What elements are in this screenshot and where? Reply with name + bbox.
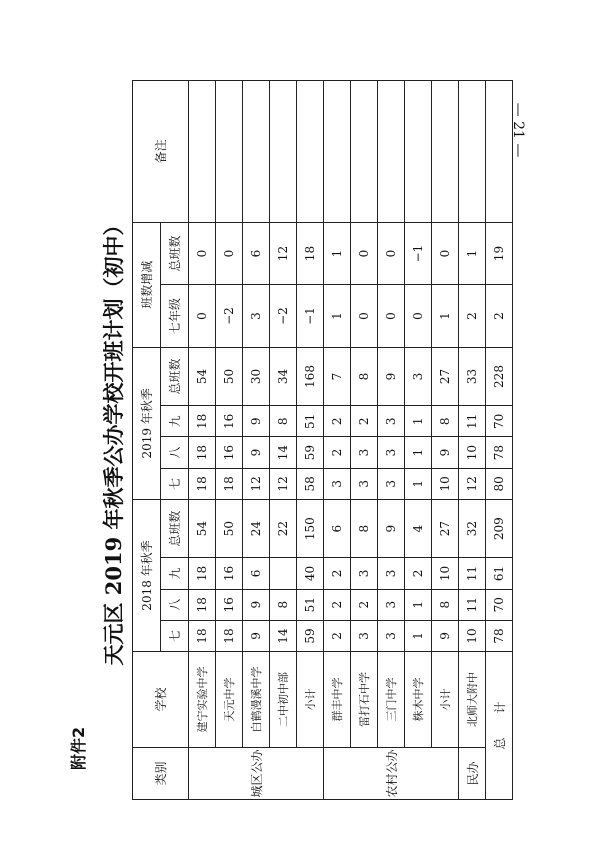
remark-cell — [189, 81, 216, 223]
table-row — [216, 81, 243, 800]
cell: 30 — [243, 347, 270, 405]
cell — [270, 558, 297, 589]
table-row — [459, 81, 486, 800]
cell: 1 — [405, 589, 432, 620]
cell: −2 — [270, 285, 297, 348]
cell: 3 — [378, 589, 405, 620]
cell: 3 — [378, 558, 405, 589]
cell: 59 — [297, 437, 324, 468]
cell: 18 — [189, 437, 216, 468]
cell: 8 — [432, 406, 459, 437]
page-title: 天元区 2019 年秋季公办学校开班计划（初中） — [101, 214, 126, 666]
header-2018-g8: 八 — [161, 589, 189, 620]
remark-cell — [459, 81, 486, 223]
cell: 10 — [459, 437, 486, 468]
cell: 9 — [378, 499, 405, 557]
cell: 2 — [324, 620, 351, 651]
cell: 18 — [216, 468, 243, 499]
table-row-grand-total — [486, 81, 513, 800]
remark-cell — [270, 81, 297, 223]
cell: 1 — [405, 620, 432, 651]
cell: 12 — [270, 222, 297, 285]
remark-cell — [243, 81, 270, 223]
cell: 14 — [270, 620, 297, 651]
cell: 14 — [270, 437, 297, 468]
cell: 50 — [216, 347, 243, 405]
cell: 12 — [459, 468, 486, 499]
header-2019-g9: 九 — [161, 406, 189, 437]
school-cell: 北师大附中 — [459, 652, 486, 748]
cell: 0 — [216, 222, 243, 285]
cell: 3 — [378, 620, 405, 651]
cell: 3 — [351, 437, 378, 468]
header-remark: 备注 — [133, 81, 189, 223]
school-cell: 二中初中部 — [270, 652, 297, 748]
cell: 1 — [405, 406, 432, 437]
remark-cell — [432, 81, 459, 223]
cell: 27 — [432, 347, 459, 405]
cell: 3 — [378, 406, 405, 437]
header-2019-autumn: 2019 年秋季 — [133, 347, 161, 499]
cell: 228 — [486, 347, 513, 405]
attachment-label: 附件2 — [69, 726, 88, 770]
remark-cell — [216, 81, 243, 223]
cell: 34 — [270, 347, 297, 405]
cell: 1 — [459, 222, 486, 285]
cell: 10 — [432, 558, 459, 589]
cell: 33 — [459, 347, 486, 405]
cell: 2 — [486, 285, 513, 348]
cell: 18 — [216, 620, 243, 651]
category-rural: 农村公办 — [324, 747, 459, 799]
cell: 1 — [405, 468, 432, 499]
cell: 40 — [297, 558, 324, 589]
cell: 0 — [351, 285, 378, 348]
cell: 3 — [324, 468, 351, 499]
header-2019-g8: 八 — [161, 437, 189, 468]
cell: 3 — [378, 437, 405, 468]
school-cell: 小计 — [432, 652, 459, 748]
cell: 8 — [351, 499, 378, 557]
header-change-grade7: 七年级 — [161, 285, 189, 348]
remark-cell — [405, 81, 432, 223]
header-category: 类别 — [133, 747, 189, 799]
header-2018-autumn: 2018 年秋季 — [133, 499, 161, 651]
cell: 209 — [486, 499, 513, 557]
cell: 0 — [432, 222, 459, 285]
header-2018-total: 总班数 — [161, 499, 189, 557]
table-row — [378, 81, 405, 800]
cell: 24 — [243, 499, 270, 557]
cell: 3 — [243, 285, 270, 348]
cell: 1 — [432, 285, 459, 348]
cell: 70 — [486, 589, 513, 620]
cell: 58 — [297, 468, 324, 499]
cell: 9 — [243, 589, 270, 620]
remark-cell — [486, 81, 513, 223]
cell: 9 — [378, 347, 405, 405]
cell: 1 — [405, 437, 432, 468]
school-cell: 三门中学 — [378, 652, 405, 748]
header-class-change: 班数增减 — [133, 222, 161, 347]
school-cell: 株木中学 — [405, 652, 432, 748]
cell: 18 — [297, 222, 324, 285]
cell: 2 — [459, 285, 486, 348]
school-cell: 白鹤漫溪中学 — [243, 652, 270, 748]
cell: 0 — [405, 285, 432, 348]
cell: 10 — [459, 620, 486, 651]
table-row-subtotal — [297, 81, 324, 800]
cell: 3 — [378, 468, 405, 499]
remark-cell — [351, 81, 378, 223]
cell: 18 — [189, 406, 216, 437]
cell: 2 — [324, 406, 351, 437]
cell: 6 — [243, 222, 270, 285]
cell: −1 — [297, 285, 324, 348]
cell: 78 — [486, 437, 513, 468]
cell: 1 — [324, 222, 351, 285]
table-row — [243, 81, 270, 800]
table-row — [270, 81, 297, 800]
header-2018-g9: 九 — [161, 558, 189, 589]
cell: 2 — [324, 437, 351, 468]
cell: 150 — [297, 499, 324, 557]
header-change-total: 总班数 — [161, 222, 189, 285]
school-cell: 建宁实验中学 — [189, 652, 216, 748]
cell: 54 — [189, 499, 216, 557]
cell: 10 — [432, 468, 459, 499]
school-cell: 小计 — [297, 652, 324, 748]
cell: 0 — [351, 222, 378, 285]
cell: 11 — [459, 406, 486, 437]
cell: 12 — [270, 468, 297, 499]
category-urban: 城区公办 — [189, 747, 324, 799]
cell: −1 — [405, 222, 432, 285]
cell: 4 — [405, 499, 432, 557]
category-private: 民办 — [459, 747, 486, 799]
cell: 16 — [216, 437, 243, 468]
cell: 9 — [243, 437, 270, 468]
table-row — [324, 81, 351, 800]
cell: 51 — [297, 589, 324, 620]
cell: 8 — [270, 406, 297, 437]
grand-total-label: 总 计 — [486, 652, 513, 800]
cell: 3 — [351, 468, 378, 499]
cell: 59 — [297, 620, 324, 651]
cell: 2 — [351, 406, 378, 437]
cell: 18 — [189, 620, 216, 651]
cell: 2 — [324, 589, 351, 620]
cell: 22 — [270, 499, 297, 557]
cell: 16 — [216, 558, 243, 589]
remark-cell — [297, 81, 324, 223]
cell: 3 — [351, 620, 378, 651]
cell: 168 — [297, 347, 324, 405]
school-cell: 雷打石中学 — [351, 652, 378, 748]
cell: 70 — [486, 406, 513, 437]
cell: 12 — [243, 468, 270, 499]
cell: 8 — [270, 589, 297, 620]
cell: 0 — [189, 222, 216, 285]
cell: 32 — [459, 499, 486, 557]
cell: 2 — [324, 558, 351, 589]
cell: 0 — [378, 222, 405, 285]
rotated-sheet — [96, 80, 512, 800]
cell: 2 — [405, 558, 432, 589]
cell: 61 — [486, 558, 513, 589]
cell: 80 — [486, 468, 513, 499]
cell: 0 — [378, 285, 405, 348]
cell: 3 — [351, 558, 378, 589]
remark-cell — [324, 81, 351, 223]
table-row — [405, 81, 432, 800]
cell: 6 — [243, 558, 270, 589]
school-cell: 群丰中学 — [324, 652, 351, 748]
header-2019-g7: 七 — [161, 468, 189, 499]
cell: 19 — [486, 222, 513, 285]
header-2019-total: 总班数 — [161, 347, 189, 405]
cell: 1 — [324, 285, 351, 348]
cell: 11 — [459, 558, 486, 589]
cell: 16 — [216, 589, 243, 620]
table-row — [351, 81, 378, 800]
cell: 9 — [243, 406, 270, 437]
cell: 18 — [189, 558, 216, 589]
cell: 54 — [189, 347, 216, 405]
cell: 11 — [459, 589, 486, 620]
page-number: — 21 — — [510, 102, 526, 158]
cell: 2 — [351, 589, 378, 620]
cell: 7 — [324, 347, 351, 405]
cell: 51 — [297, 406, 324, 437]
cell: 9 — [243, 620, 270, 651]
cell: 8 — [351, 347, 378, 405]
cell: 16 — [216, 406, 243, 437]
class-plan-table — [132, 80, 513, 800]
cell: −2 — [216, 285, 243, 348]
cell: 78 — [486, 620, 513, 651]
remark-cell — [378, 81, 405, 223]
cell: 27 — [432, 499, 459, 557]
cell: 3 — [405, 347, 432, 405]
cell: 9 — [432, 437, 459, 468]
cell: 18 — [189, 589, 216, 620]
cell: 18 — [189, 468, 216, 499]
header-2018-g7: 七 — [161, 620, 189, 651]
cell: 50 — [216, 499, 243, 557]
cell: 8 — [432, 589, 459, 620]
cell: 6 — [324, 499, 351, 557]
table-row-subtotal — [432, 81, 459, 800]
table-row — [189, 81, 216, 800]
school-cell: 天元中学 — [216, 652, 243, 748]
cell: 9 — [432, 620, 459, 651]
cell: 0 — [189, 285, 216, 348]
header-school: 学校 — [133, 652, 189, 748]
